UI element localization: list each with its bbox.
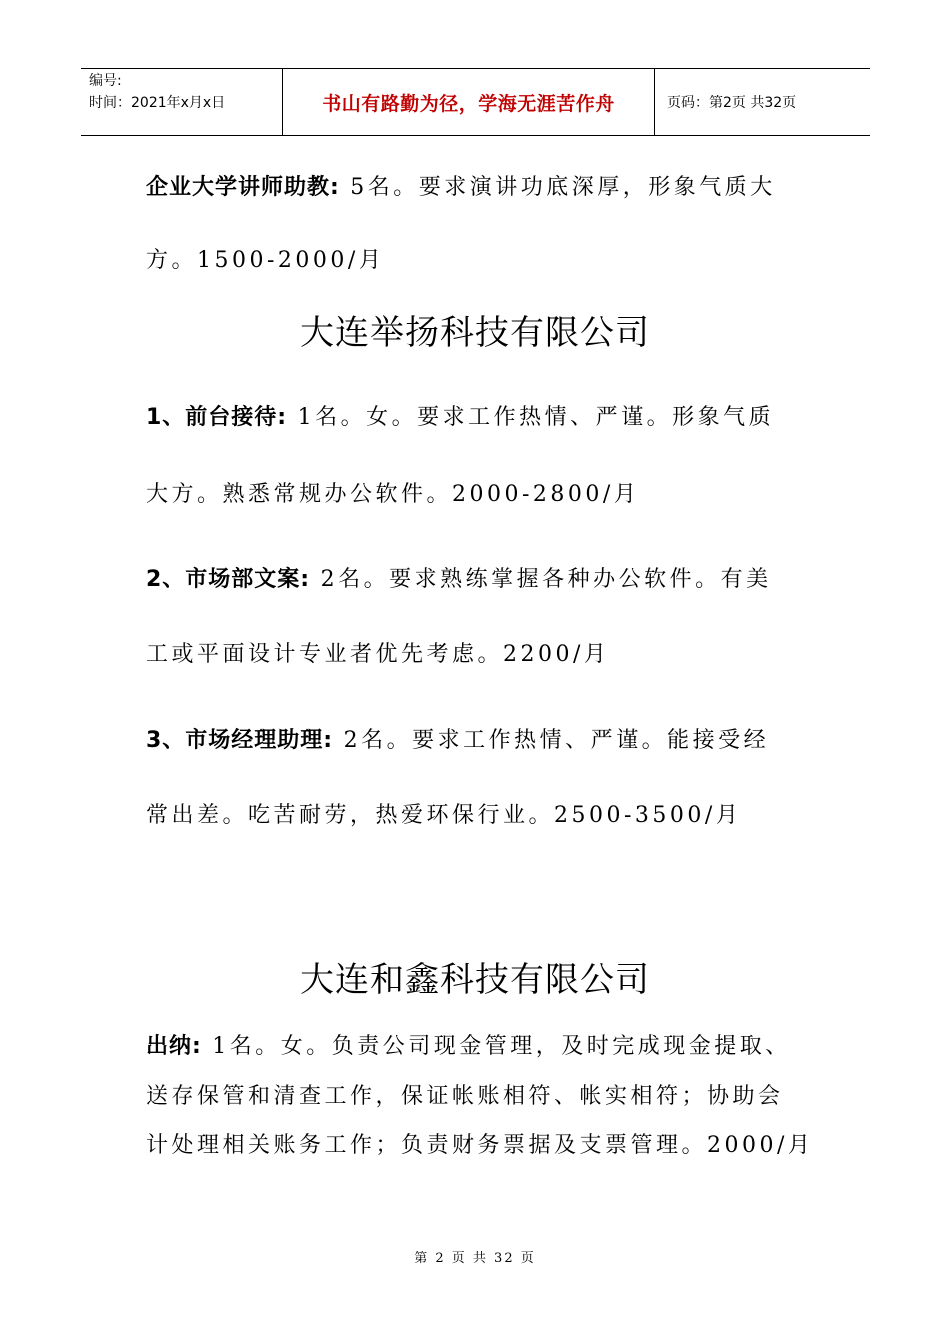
intro-line-2: 方。1500-2000/月	[146, 248, 385, 273]
header-motto-text: 书山有路勤为径，学海无涯苦作舟	[322, 92, 615, 115]
header-page-info	[655, 69, 870, 135]
intro-line-1	[146, 170, 776, 201]
cashier-line-3: 计处理相关账务工作；负责财务票据及支票管理。2000/月	[146, 1133, 814, 1158]
cashier-line-1	[146, 1029, 791, 1060]
header-page-info-text: 页码：第2页 共32页	[667, 95, 797, 111]
job-2-label: 2、市场部文案:	[146, 567, 311, 592]
header-motto	[282, 69, 655, 135]
cashier-line-2: 送存保管和清查工作，保证帐账相符、帐实相符；协助会	[146, 1084, 784, 1109]
job-3-label: 3、市场经理助理:	[146, 728, 334, 753]
intro-label: 企业大学讲师助教:	[146, 175, 340, 200]
header-number-label: 编号:	[89, 73, 122, 89]
cashier-label: 出纳:	[146, 1034, 202, 1059]
job-2-line-1	[146, 562, 772, 593]
company-title-1: 大连举扬科技有限公司	[300, 313, 650, 353]
cashier-text-1: 1名。女。负责公司现金管理，及时完成现金提取、	[201, 1034, 791, 1059]
document-header	[81, 68, 870, 136]
job-1-line-1	[146, 400, 774, 431]
job-1-label: 1、前台接待:	[146, 405, 288, 430]
job-1-text-1: 1名。女。要求工作热情、严谨。形象气质	[287, 405, 775, 430]
header-meta	[81, 69, 282, 135]
company-title-2: 大连和鑫科技有限公司	[300, 960, 650, 1000]
job-2-line-2: 工或平面设计专业者优先考虑。2200/月	[146, 642, 610, 667]
job-1-line-2: 大方。熟悉常规办公软件。2000-2800/月	[146, 482, 640, 507]
page-footer: 第 2 页 共 32 页	[414, 1251, 536, 1266]
job-2-text-1: 2名。要求熟练掌握各种办公软件。有美	[310, 567, 772, 592]
job-3-line-1	[146, 723, 769, 754]
header-date: 时间：2021年x月x日	[89, 95, 226, 111]
job-3-text-1: 2名。要求工作热情、严谨。能接受经	[333, 728, 770, 753]
job-3-line-2: 常出差。吃苦耐劳，热爱环保行业。2500-3500/月	[146, 803, 742, 828]
intro-text-1: 5名。要求演讲功底深厚，形象气质大	[339, 175, 776, 200]
